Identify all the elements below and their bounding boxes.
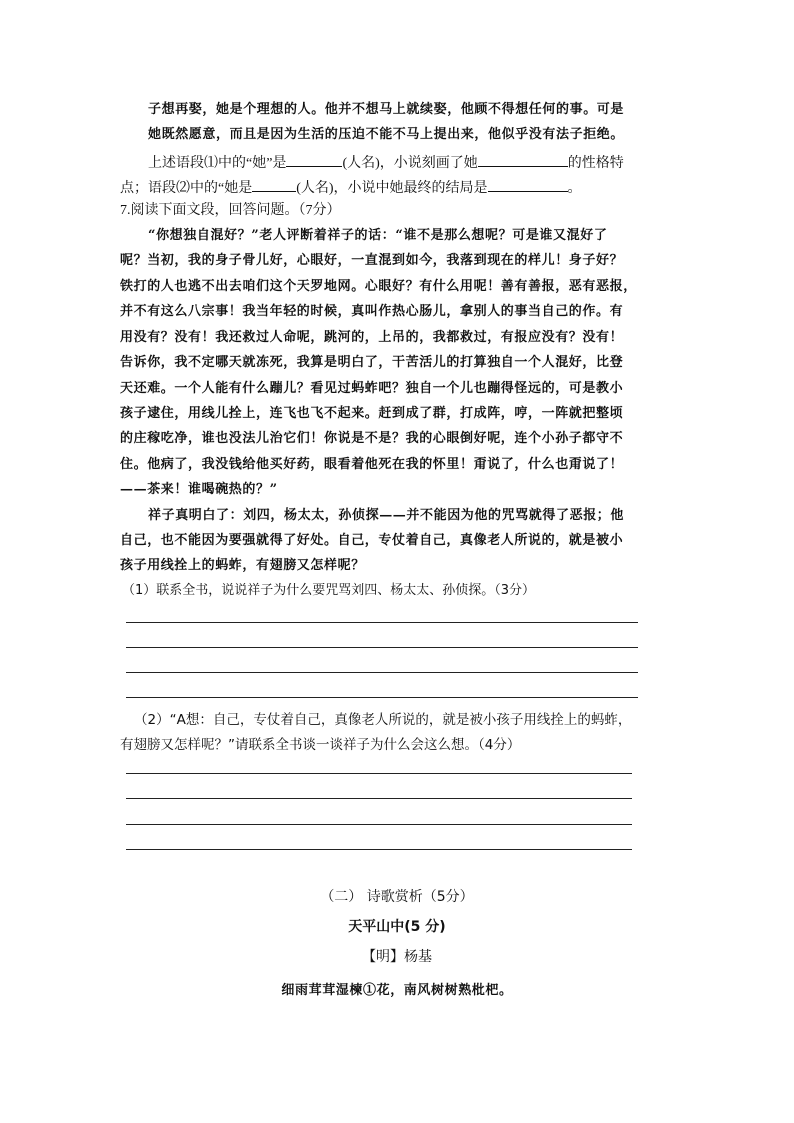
q6-text-e: (人名)，小说中她最终的结局是 [296, 181, 488, 196]
answer-line[interactable] [126, 824, 632, 825]
q6-text-f: 。 [567, 181, 582, 196]
q6-line-1 [148, 152, 624, 173]
poem-author: 【明】杨基 [362, 949, 432, 965]
answer-line[interactable] [126, 849, 632, 850]
q7-passage-line-5: 用没有？没有！我还救过人命呢，跳河的，上吊的，我都救过，有报应没有？没有！ [120, 330, 624, 345]
answer-line[interactable] [126, 697, 638, 698]
q7-passage-line-11: ——茶来！谁喝碗热的？” [120, 482, 278, 497]
answer-blank-ending[interactable] [488, 177, 568, 192]
q7-passage2-line-3: 孩子用线拴上的蚂蚱，有翅膀又怎样呢？ [120, 558, 365, 573]
answer-line[interactable] [126, 647, 638, 648]
q7-passage-line-1: “你想独自混好？”老人评断着祥子的话：“谁不是那么想呢？可是谁又混好了 [148, 228, 608, 243]
q7-passage-line-10: 住。他病了，我没钱给他买好药，眼看着他死在我的怀里！甭说了，什么也甭说了！ [120, 457, 624, 472]
answer-blank-character[interactable] [478, 152, 568, 167]
q7-passage-line-3: 铁打的人也逃不出去咱们这个天罗地网。心眼好？有什么用呢！善有善报，恶有恶报， [120, 279, 637, 294]
q7-passage-line-4: 并不有这么八宗事！我当年轻的时候，真叫作热心肠儿，拿别人的事当自己的作。有 [120, 304, 624, 319]
q7-passage-line-8: 孩子逮住，用线儿拴上，连飞也飞不起来。赶到成了群，打成阵，哼，一阵就把整顷 [120, 406, 624, 421]
q7-passage-line-9: 的庄稼吃净，谁也没法儿治它们！你说是不是？我的心眼倒好呢，连个小孙子都守不 [120, 431, 624, 446]
passage1-line-1: 子想再娶，她是个理想的人。他并不想马上就续娶，他顾不得想任何的事。可是 [148, 102, 625, 117]
q7-sub2-line-1: （2）“A想：自己，专仗着自己，真像老人所说的，就是被小孩子用线拴上的蚂蚱， [134, 712, 632, 728]
q6-text-b: (人名)，小说刻画了她 [342, 156, 478, 171]
q7-passage-line-2: 呢？当初，我的身子骨儿好，心眼好，一直混到如今，我落到现在的样儿！身子好？ [120, 253, 624, 268]
q6-line-2 [120, 177, 582, 198]
poetry-section-heading: （二） 诗歌赏析（5分） [320, 889, 474, 905]
q7-passage-line-6: 告诉你，我不定哪天就冻死，我算是明白了，干苦活儿的打算独自一个人混好，比登 [120, 355, 624, 370]
answer-line[interactable] [126, 672, 638, 673]
answer-line[interactable] [126, 622, 638, 623]
answer-blank-name-2[interactable] [252, 177, 296, 192]
answer-line[interactable] [126, 773, 632, 774]
q7-passage2-line-2: 自己，也不能因为要强就得了好处。自己，专仗着自己，真像老人所说的，就是被小 [120, 533, 624, 548]
q7-sub1: （1）联系全书，说说祥子为什么要咒骂刘四、杨太太、孙侦探。（3分） [122, 583, 536, 598]
poem-title: 天平山中(5 分) [348, 919, 446, 935]
poem-verse-line-1: 细雨茸茸湿楝①花，南风树树熟枇杷。 [281, 983, 513, 998]
q7-passage2-line-1: 祥子真明白了：刘四，杨太太，孙侦探——并不能因为他的咒骂就得了恶报；他 [148, 508, 625, 523]
q6-text-d: 点；语段⑵中的“她是 [120, 181, 253, 196]
q7-heading: 7.阅读下面文段，回答问题。（7分） [120, 203, 341, 218]
answer-line[interactable] [126, 798, 632, 799]
q7-passage-line-7: 天还难。一个人能有什么蹦儿？看见过蚂蚱吧？独自一个儿也蹦得怪远的，可是教小 [120, 381, 624, 396]
passage1-line-2: 她既然愿意，而且是因为生活的压迫不能不马上提出来，他似乎没有法子拒绝。 [148, 127, 625, 142]
q6-text-c: 的性格特 [567, 156, 624, 171]
answer-blank-name-1[interactable] [286, 152, 342, 167]
q6-text-a: 上述语段⑴中的“她”是 [148, 156, 287, 171]
q7-sub2-line-2: 有翅膀又怎样呢？”请联系全书谈一谈祥子为什么会这么想。（4分） [120, 737, 521, 753]
